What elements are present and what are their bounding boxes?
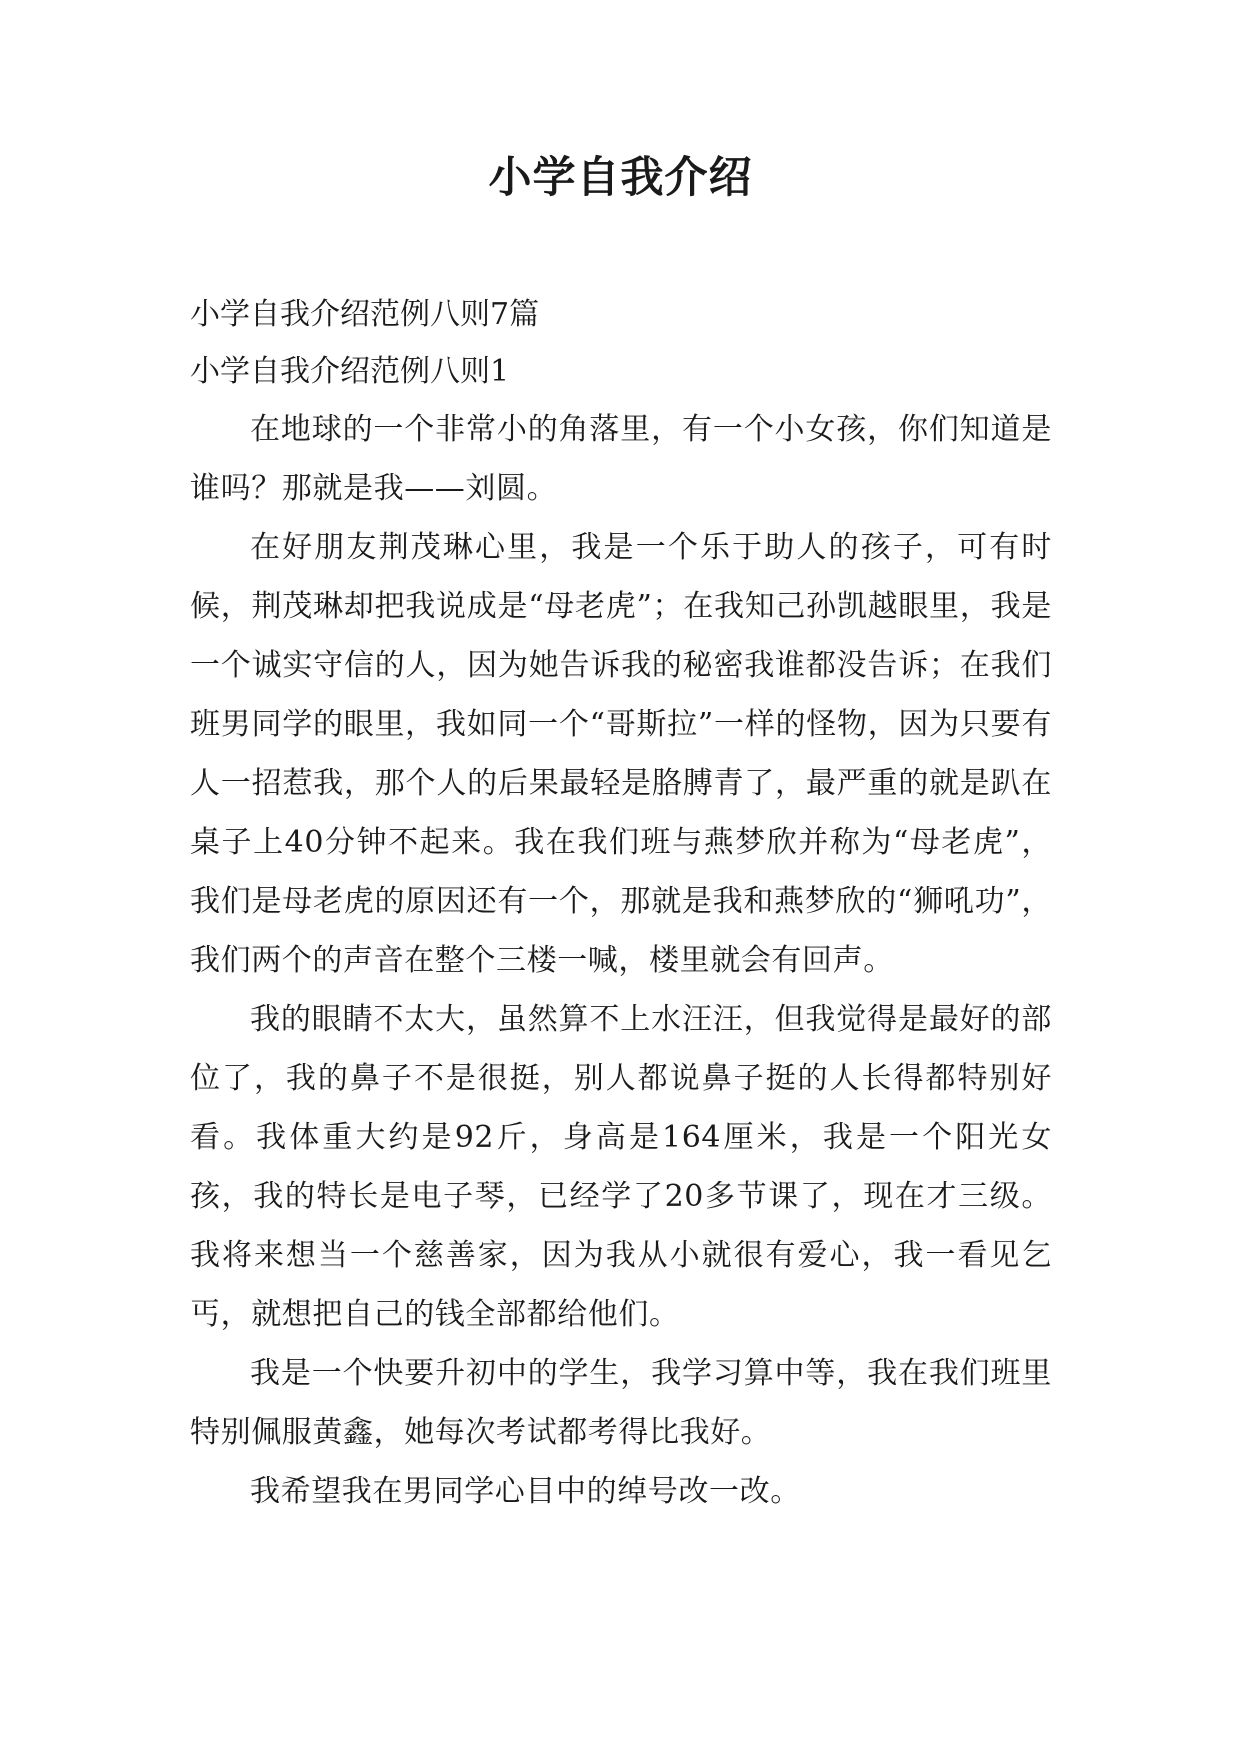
- paragraph: 在好朋友荆茂琳心里，我是一个乐于助人的孩子，可有时候，荆茂琳却把我说成是“母老虎”；在我知己孙凯越眼里，我是一个诚实守信的人，因为她告诉我的秘密我谁都没告诉；在我们班男同学的眼里，我如同一个“哥斯拉”一样的怪物，因为只要有人一招惹我，那个人的后果最轻是胳膊青了，最严重的就是趴在桌子上40分钟不起来。我在我们班与燕梦欣并称为“母老虎”，我们是母老虎的原因还有一个，那就是我和燕梦欣的“狮吼功”，我们两个的声音在整个三楼一喊，楼里就会有回声。: [190, 530, 1052, 978]
- paragraph: 在地球的一个非常小的角落里，有一个小女孩，你们知道是谁吗？那就是我——刘圆。: [190, 412, 1052, 506]
- document-title: 小学自我介绍: [488, 153, 753, 203]
- document-body: [190, 286, 1052, 1521]
- document-subtitle: 小学自我介绍范例八则7篇: [190, 297, 540, 332]
- paragraph: 我希望我在男同学心目中的绰号改一改。: [250, 1474, 801, 1509]
- section-heading: 小学自我介绍范例八则1: [190, 354, 510, 389]
- paragraph: 我的眼睛不太大，虽然算不上水汪汪，但我觉得是最好的部位了，我的鼻子不是很挺，别人都说鼻子挺的人长得都特别好看。我体重大约是92斤，身高是164厘米，我是一个阳光女孩，我的特长是电子琴，已经学了20多节课了，现在才三级。我将来想当一个慈善家，因为我从小就很有爱心，我一看见乞丐，就想把自己的钱全部都给他们。: [190, 1002, 1052, 1332]
- paragraph: 我是一个快要升初中的学生，我学习算中等，我在我们班里特别佩服黄鑫，她每次考试都考得比我好。: [190, 1356, 1052, 1450]
